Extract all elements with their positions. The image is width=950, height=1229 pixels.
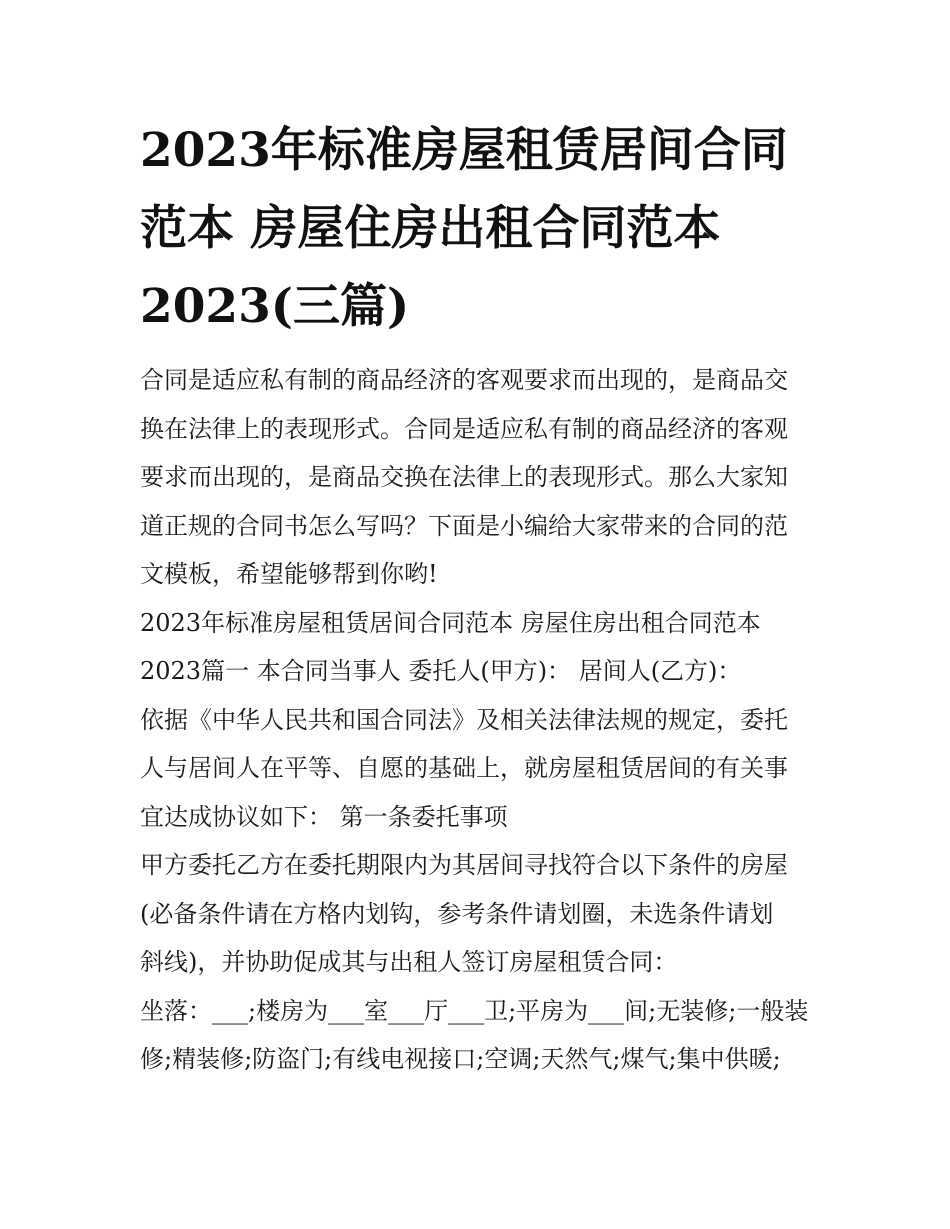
body-line: 道正规的合同书怎么写吗？下面是小编给大家带来的合同的范 bbox=[140, 511, 788, 540]
body-line: 换在法律上的表现形式。合同是适应私有制的商品经济的客观 bbox=[140, 414, 788, 443]
body-line: 2023年标准房屋租赁居间合同范本 房屋住房出租合同范本 bbox=[140, 608, 761, 637]
body-line: 要求而出现的，是商品交换在法律上的表现形式。那么大家知 bbox=[140, 463, 788, 491]
title-line-1: 2023年标准房屋租赁居间合同 bbox=[140, 123, 788, 178]
body-line: 修;精装修;防盗门;有线电视接口;空调;天然气;煤气;集中供暖; bbox=[140, 1045, 781, 1073]
body-line: 甲方委托乙方在委托期限内为其居间寻找符合以下条件的房屋 bbox=[140, 851, 788, 879]
title-line-3: 2023(三篇) bbox=[140, 279, 410, 334]
title-line-2: 范本 房屋住房出租合同范本 bbox=[140, 201, 721, 256]
document-title bbox=[140, 112, 820, 346]
body-line: (必备条件请在方格内划钩，参考条件请划圈，未选条件请划 bbox=[140, 899, 774, 928]
body-line: 依据《中华人民共和国合同法》及相关法律法规的规定，委托 bbox=[140, 705, 788, 734]
body-line: 合同是适应私有制的商品经济的客观要求而出现的，是商品交 bbox=[140, 366, 788, 394]
body-line: 2023篇一 本合同当事人 委托人(甲方)： 居间人(乙方)： bbox=[140, 657, 742, 685]
body-line: 宜达成协议如下： 第一条委托事项 bbox=[140, 802, 508, 831]
body-line: 文模板，希望能够帮到你哟! bbox=[140, 560, 438, 588]
body-line: 斜线)，并协助促成其与出租人签订房屋租赁合同： bbox=[140, 948, 678, 976]
body-line: 人与居间人在平等、自愿的基础上，就房屋租赁居间的有关事 bbox=[140, 754, 788, 782]
body-line: 坐落：___;楼房为___室___厅___卫;平房为___间;无装修;一般装 bbox=[140, 996, 809, 1025]
document-body bbox=[140, 356, 820, 1084]
